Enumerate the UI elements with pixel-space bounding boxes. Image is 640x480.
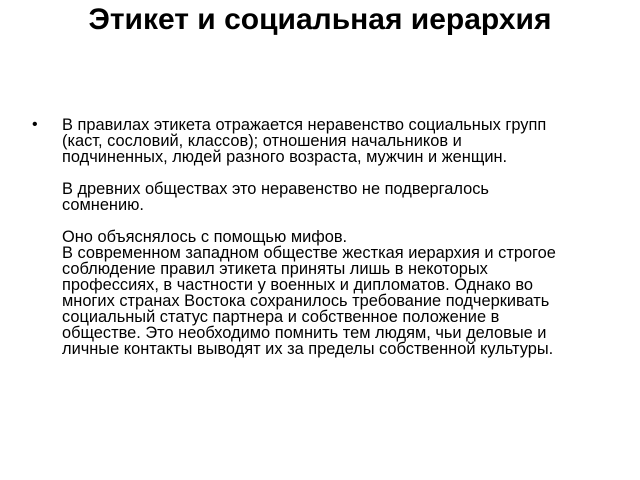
slide-title: Этикет и социальная иерархия (88, 3, 552, 36)
bullet-icon: • (32, 116, 38, 133)
paragraph-modern-society (62, 229, 607, 357)
text-line: подчиненных, людей разного возраста, мужчин и женщин. (62, 148, 508, 166)
text-line: многих странах Востока сохранилось требование подчеркивать (62, 292, 550, 310)
bullet-list (32, 117, 607, 357)
text-line: (каст, сословий, классов); отношения начальников и (62, 132, 462, 150)
text-line: В современном западном обществе жесткая иерархия и строгое (62, 244, 556, 262)
text-line: социальный статус партнера и собственное положение в (62, 308, 500, 326)
text-line: В правилах этикета отражается неравенство социальных групп (62, 116, 547, 134)
text-line: сомнению. (62, 196, 144, 214)
text-line: профессиях, в частности у военных и дипломатов. Однако во (62, 276, 533, 294)
text-line: личные контакты выводят их за пределы собственной культуры. (62, 340, 554, 358)
paragraph-social-inequality (62, 117, 607, 165)
text-line: соблюдение правил этикета приняты лишь в некоторых (62, 260, 488, 278)
text-line: В древних обществах это неравенство не подвергалось (62, 180, 489, 198)
paragraph-ancient-societies (62, 181, 607, 213)
text-line: обществе. Это необходимо помнить тем людям, чьи деловые и (62, 324, 547, 342)
bullet-item (32, 117, 607, 357)
text-line: Оно объяснялось с помощью мифов. (62, 228, 348, 246)
